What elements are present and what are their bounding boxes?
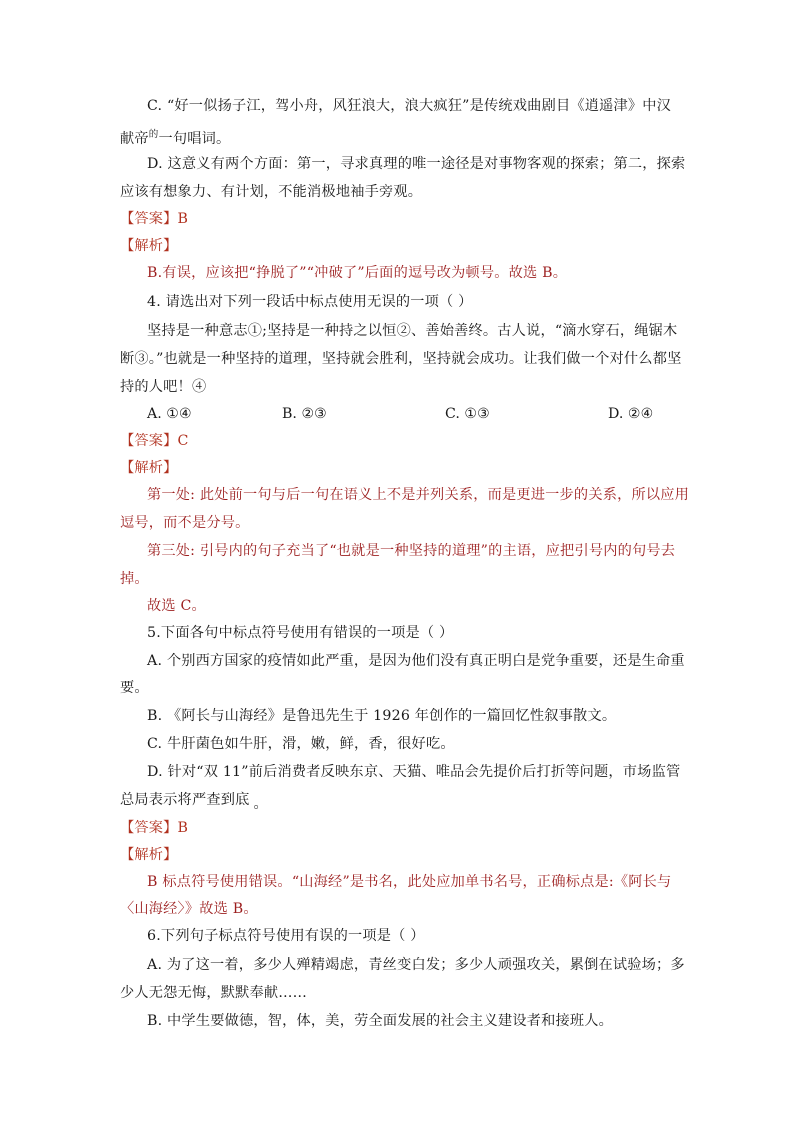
- q4-stem: 4. 请选出对下列一段话中标点使用无误的一项（ ）: [147, 294, 473, 310]
- q4-passage-line1: 坚持是一种意志①;坚持是一种持之以恒②、善始善终。古人说，“滴水穿石，绳锯木: [147, 323, 678, 339]
- q5-answer: 【答案】B: [120, 820, 189, 836]
- q3-answer: 【答案】B: [120, 211, 189, 227]
- q4-option-b: B. ②③: [282, 406, 327, 422]
- q4-passage-line2: 断③。”也就是一种坚持的道理，坚持就会胜利，坚持就会成功。让我们做一个对什么都坚: [120, 351, 682, 367]
- q3-option-d-line2: 应该有想象力、有计划，不能消极地袖手旁观。: [120, 184, 423, 200]
- q5-option-a-line1: A. 个别西方国家的疫情如此严重，是因为他们没有真正明白是党争重要，还是生命重: [147, 653, 685, 669]
- q4-answer: 【答案】C: [120, 433, 189, 449]
- q3-option-c-line1: C. “好一似扬子江，驾小舟，风狂浪大，浪大疯狂”是传统戏曲剧目《逍遥津》中汉: [147, 98, 672, 114]
- q6-option-a-line2: 少人无怨无悔，默默奉献……: [120, 985, 308, 1001]
- q4-analysis-3-line2: 掉。: [120, 571, 149, 587]
- q4-passage-line3: 持的人吧！④: [120, 379, 207, 395]
- q6-stem: 6.下列句子标点符号使用有误的一项是（ ）: [147, 928, 425, 944]
- q5-stem: 5.下面各句中标点符号使用有错误的一项是（ ）: [147, 625, 454, 641]
- q5-analysis-line2: 〈山海经〉》故选 B。: [120, 901, 258, 917]
- q4-analysis-label: 【解析】: [120, 460, 178, 476]
- q6-option-b: B. 中学生要做德，智，体，美，劳全面发展的社会主义建设者和接班人。: [147, 1013, 614, 1029]
- q5-option-d-line2: 总局表示将严查到底 。: [120, 792, 268, 812]
- q4-option-c: C. ①③: [445, 406, 490, 422]
- q4-analysis-3-line1: 第三处: 引号内的句子充当了“也就是一种坚持的道理”的主语，应把引号内的句号去: [147, 543, 676, 559]
- q5-option-b: B. 《阿长与山海经》是鲁迅先生于 1926 年创作的一篇回忆性叙事散文。: [147, 708, 617, 724]
- q5-analysis-line1: B 标点符号使用错误。“山海经”是书名，此处应加单书名号，正确标点是:《阿长与: [147, 874, 672, 890]
- q3-analysis: B.有误，应该把“挣脱了”“冲破了”后面的逗号改为顿号。故选 B。: [147, 265, 568, 281]
- q5-option-c: C. 牛肝菌色如牛肝，滑，嫩，鲜，香，很好吃。: [147, 736, 455, 752]
- q4-option-a: A. ①④: [147, 406, 192, 422]
- q5-option-d-line1: D. 针对“双 11”前后消费者反映东京、天猫、唯品会先提价后打折等问题，市场监管: [147, 764, 681, 780]
- q5-analysis-label: 【解析】: [120, 847, 178, 863]
- q3-analysis-label: 【解析】: [120, 238, 178, 254]
- q3-option-c-line2: 献帝$^的$一句唱词。: [120, 129, 231, 147]
- q4-analysis-1-line2: 逗号，而不是分号。: [120, 515, 250, 531]
- q4-analysis-1-line1: 第一处: 此处前一句与后一句在语义上不是并列关系，而是更进一步的关系，所以应用: [147, 487, 690, 503]
- q6-option-a-line1: A. 为了这一着，多少人殚精竭虑，青丝变白发；多少人顽强攻关，累倒在试验场；多: [147, 957, 685, 973]
- q3-option-d-line1: D. 这意义有两个方面：第一，寻求真理的唯一途径是对事物客观的探索；第二，探索: [147, 156, 686, 172]
- q4-conclusion: 故选 C。: [147, 598, 206, 614]
- q4-option-d: D. ②④: [608, 406, 654, 422]
- q5-option-a-line2: 要。: [120, 680, 149, 696]
